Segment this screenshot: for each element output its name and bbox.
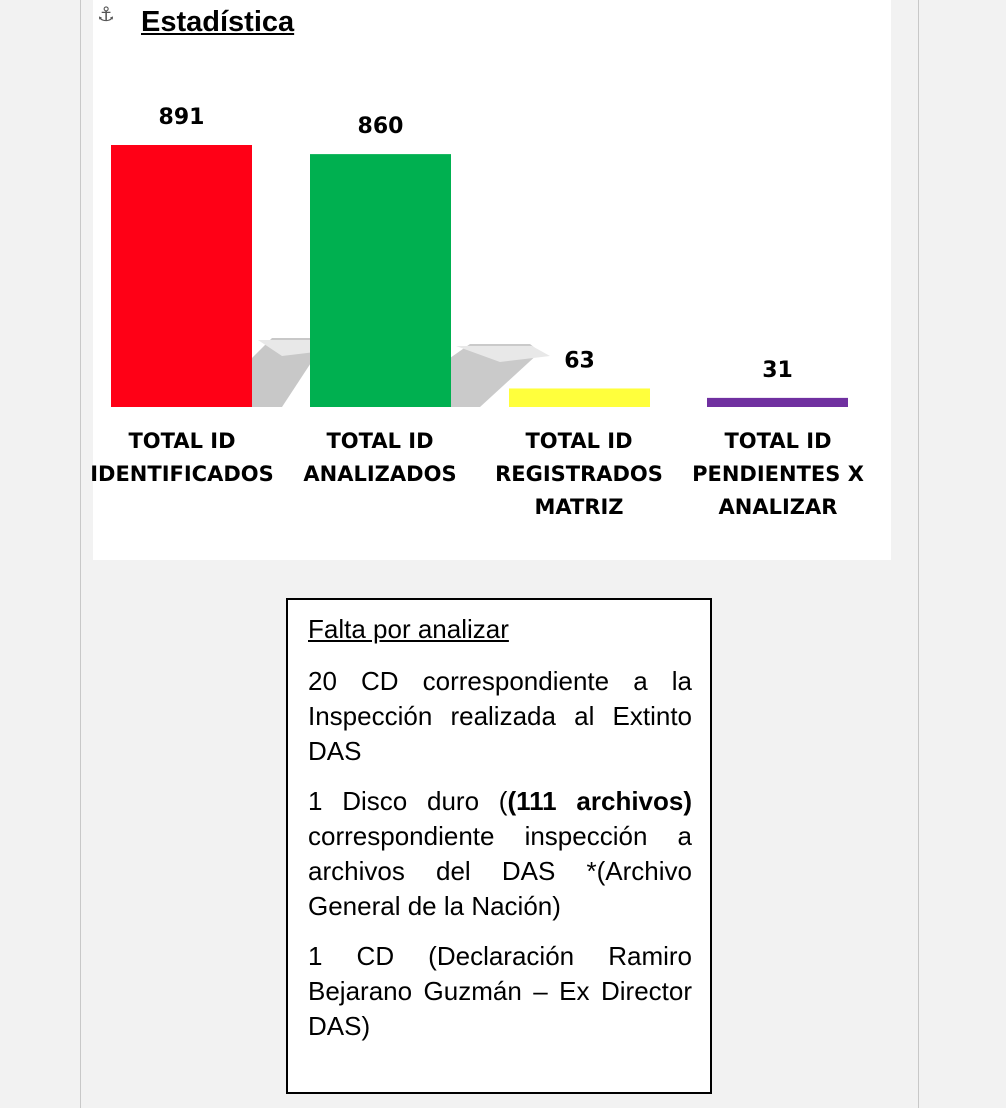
bar-3 xyxy=(509,388,650,407)
note-item-2-post: correspondiente inspección a archivos del DAS *(Archivo General de la Nación) xyxy=(308,821,692,921)
bar-1 xyxy=(111,145,252,407)
note-item-1 xyxy=(308,664,692,769)
bar-4 xyxy=(707,398,848,407)
category-label-line: TOTAL ID xyxy=(724,429,832,453)
note-item-1-text: 20 CD correspondiente a la Inspección realizada al Extinto DAS xyxy=(308,666,692,766)
category-label-line: TOTAL ID xyxy=(128,429,236,453)
bar-value-label-2: 860 xyxy=(357,114,404,140)
category-label-line: TOTAL ID xyxy=(326,429,434,453)
category-label-4 xyxy=(683,425,873,524)
bar-value-label-3: 63 xyxy=(564,348,595,374)
bar-value-label-4: 31 xyxy=(762,357,793,383)
category-label-3 xyxy=(484,425,674,524)
bar-2 xyxy=(310,154,451,407)
category-label-line: ANALIZAR xyxy=(718,495,838,519)
note-item-3-text: 1 CD (Declaración Ramiro Bejarano Guzmán – Ex Director DAS) xyxy=(308,941,692,1041)
note-item-2-bold: (111 archivos) xyxy=(507,786,693,816)
category-label-line: REGISTRADOS xyxy=(495,462,663,486)
anchor-icon[interactable]: ⚓ xyxy=(97,2,115,26)
category-label-1 xyxy=(87,425,277,491)
category-label-line: TOTAL ID xyxy=(525,429,633,453)
category-label-line: ANALIZADOS xyxy=(303,462,457,486)
section-heading: Estadística xyxy=(141,6,295,38)
note-item-2-pre: 1 Disco duro ( xyxy=(308,786,508,816)
category-label-line: IDENTIFICADOS xyxy=(90,462,274,486)
category-label-line: MATRIZ xyxy=(534,495,624,519)
note-item-3 xyxy=(308,939,692,1044)
note-title: Falta por analizar xyxy=(308,614,509,644)
category-label-line: PENDIENTES X xyxy=(692,462,864,486)
bar-value-label-1: 891 xyxy=(158,105,205,130)
pending-note-box xyxy=(286,598,712,1094)
category-label-2 xyxy=(285,425,475,491)
note-item-2 xyxy=(308,784,692,924)
